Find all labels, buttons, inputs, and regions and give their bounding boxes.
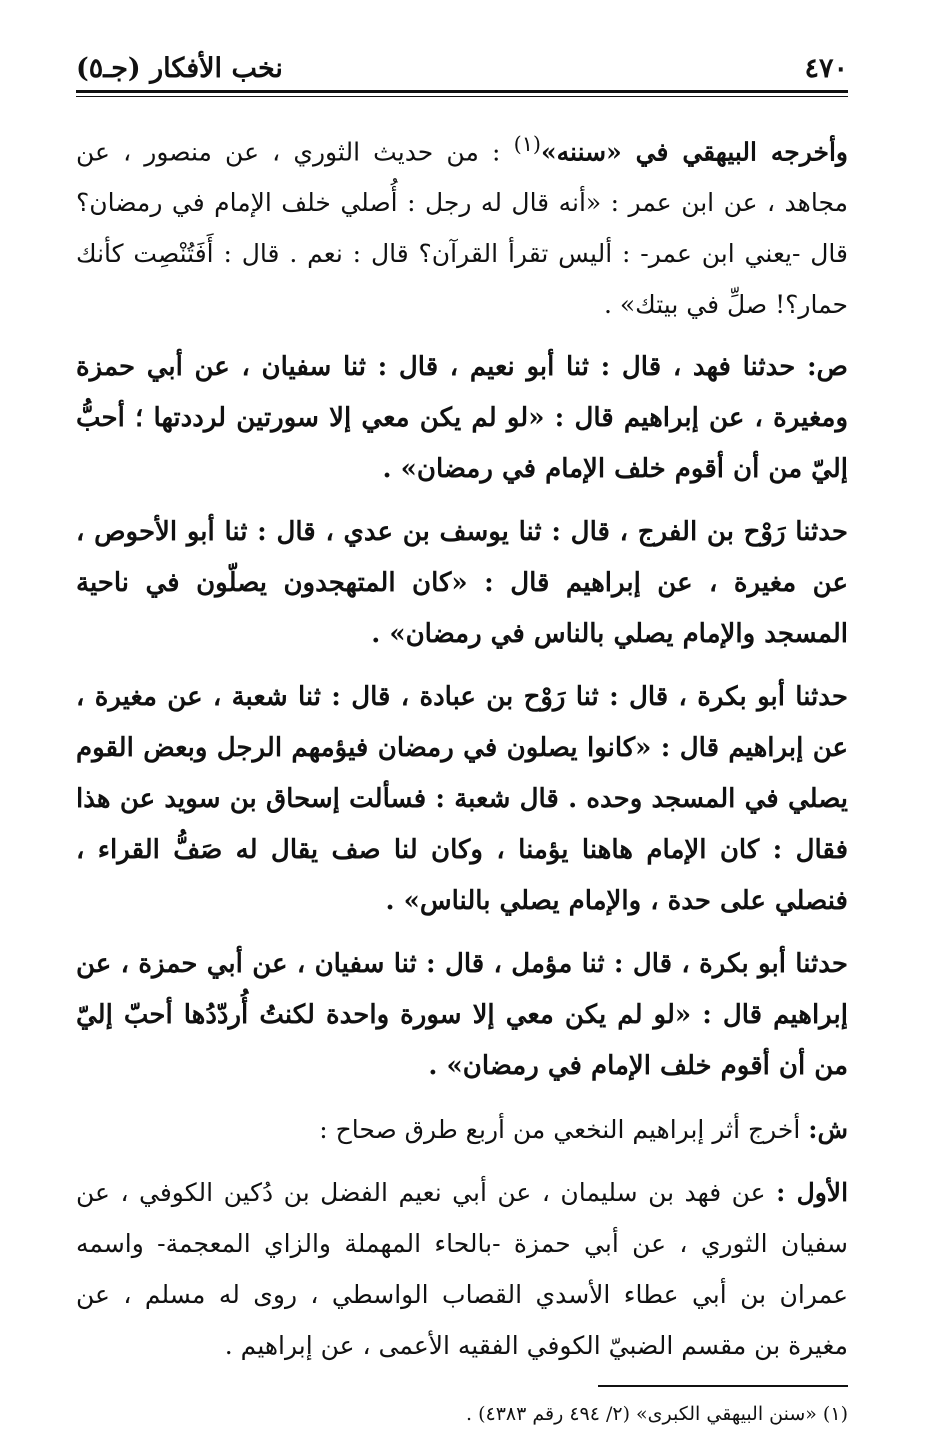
header-rule xyxy=(76,90,848,97)
paragraph-lead: الأول : xyxy=(776,1178,849,1208)
page-number: ٤٧٠ xyxy=(804,53,848,84)
paragraph-lead: وأخرجه البيهقي في «سننه» xyxy=(541,137,849,167)
paragraph-bayhaqi xyxy=(76,119,848,330)
paragraph-sharh-intro xyxy=(76,1104,848,1155)
running-head xyxy=(76,40,848,90)
paragraph-matn-1: ص: حدثنا فهد ، قال : ثنا أبو نعيم ، قال : ثنا سفيان ، عن أبي حمزة ومغيرة ، عن إبراهيم قال : «لو لم يكن معي إلا سورتين لرددتها ؛ أحبُّ إليّ من أن أقوم خلف الإمام في رمضان» . xyxy=(76,352,848,485)
paragraph-text: أخرج أثر إبراهيم النخعي من أربع طرق صحاح : xyxy=(319,1115,809,1145)
paragraph-matn-2: حدثنا رَوْح بن الفرج ، قال : ثنا يوسف بن عدي ، قال : ثنا أبو الأحوص ، عن مغيرة ، عن إبراهيم قال : «كان المتهجدون يصلّون في ناحية المسجد والإمام يصلي بالناس في رمضان» . xyxy=(76,517,848,650)
book-title: نخب الأفكار (جـ٥) xyxy=(76,53,283,84)
paragraph-lead: ش: xyxy=(808,1115,848,1145)
paragraph-text: عن فهد بن سليمان ، عن أبي نعيم الفضل بن دُكين الكوفي ، عن سفيان الثوري ، عن أبي حمزة -بالحاء المهملة والزاي المعجمة- واسمه عمران بن أبي عطاء الأسدي القصاب الواسطي ، روى له مسلم ، عن مغيرة بن مقسم الضبيّ الكوفي الفقيه الأعمى ، عن إبراهيم . xyxy=(76,1178,848,1361)
paragraph-matn-3: حدثنا أبو بكرة ، قال : ثنا رَوْح بن عبادة ، قال : ثنا شعبة ، عن مغيرة ، عن إبراهيم قال : «كانوا يصلون في رمضان فيؤمهم الرجل وبعض القوم يصلي في المسجد وحده . قال شعبة : فسألت إسحاق بن سويد عن هذا فقال : كان الإمام هاهنا يؤمنا ، وكان لنا صف يقال له صَفُّ القراء ، فنصلي على حدة ، والإمام يصلي بالناس» . xyxy=(76,682,849,917)
footnote: (١) «سنن البيهقي الكبرى» (٢/ ٤٩٤ رقم ٤٣٨٣) . xyxy=(466,1403,848,1426)
book-page xyxy=(76,40,849,1426)
footnote-rule xyxy=(598,1385,848,1387)
paragraph-matn-4: حدثنا أبو بكرة ، قال : ثنا مؤمل ، قال : ثنا سفيان ، عن أبي حمزة ، عن إبراهيم قال : «لو لم يكن معي إلا سورة واحدة لكنتُ أُردّدُها أحبّ إليّ من أن أقوم خلف الإمام في رمضان» . xyxy=(76,949,848,1082)
footnote-ref: (١) xyxy=(513,132,542,156)
paragraph-sharh-first xyxy=(76,1167,848,1371)
paragraph-text: : من حديث الثوري ، عن منصور ، عن مجاهد ، عن ابن عمر : «أنه قال له رجل : أُصلي خلف الإمام في رمضان؟ قال -يعني ابن عمر- : أليس تقرأ القرآن؟ قال : نعم . قال : أَفَتُنْصِت كأنك حمار؟! صلِّ في بيتك» . xyxy=(76,137,848,320)
